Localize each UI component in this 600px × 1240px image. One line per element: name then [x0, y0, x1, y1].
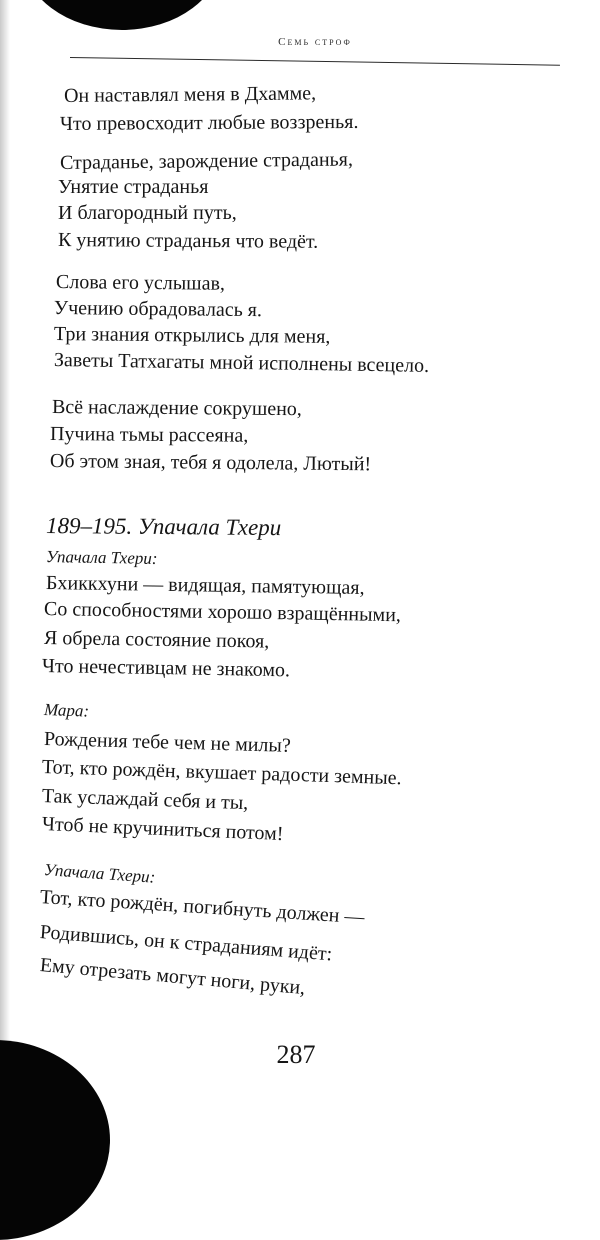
verse-line: Всё наслаждение сокрушено,	[51, 396, 302, 421]
verse-line: Тот, кто рождён, вкушает радости земные.	[41, 756, 402, 790]
verse-line: Что нечестивцам не знакомо.	[41, 655, 291, 682]
verse-line: Страданье, зарождение страданья,	[59, 148, 354, 174]
verse-line: Слова его услышав,	[55, 271, 226, 295]
verse-line: Тот, кто рождён, погибнуть должен —	[39, 886, 366, 929]
verse-line: Он наставлял меня в Дхамме,	[63, 82, 317, 107]
verse-line: Рождения тебе чем не милы?	[43, 728, 292, 757]
verse-line: Чтоб не кручиниться потом!	[41, 813, 284, 846]
verse-line: Что превосходит любые воззренья.	[59, 110, 359, 135]
verse-line: Со способностями хорошо взращёнными,	[43, 598, 402, 627]
verse-line: Три знания открылись для меня,	[53, 323, 331, 348]
verse-line: Бхиккхуни — видящая, памятующая,	[45, 572, 365, 600]
verse-line: Так услаждай себя и ты,	[41, 785, 249, 815]
verse-line: К унятию страданья что ведёт.	[57, 229, 319, 253]
verse-line: Заветы Татхагаты мной исполнены всецело.	[53, 349, 430, 377]
speaker-label: Упачала Тхери:	[43, 860, 156, 887]
verse-line: Ему отрезать могут ноги, руки,	[39, 954, 307, 1000]
verse-line: Учению обрадовалась я.	[53, 297, 263, 322]
verse-line: Родившись, он к страданиям идёт:	[39, 921, 333, 966]
verse-line: Унятие страданья	[58, 176, 209, 198]
verse-line: И благородный путь,	[58, 202, 237, 224]
verse-line: Об этом зная, тебя я одолела, Лютый!	[49, 450, 372, 476]
speaker-label: Упачала Тхери:	[45, 547, 158, 568]
verse-line: Пучина тьмы рассеяна,	[49, 423, 249, 447]
speaker-label: Мара:	[43, 700, 90, 721]
running-head: Семь строф	[278, 36, 352, 48]
verse-line: Я обрела состояние покоя,	[43, 627, 270, 653]
section-title: 189–195. Упачала Тхери	[45, 513, 282, 541]
page-number: 287	[276, 1040, 316, 1069]
